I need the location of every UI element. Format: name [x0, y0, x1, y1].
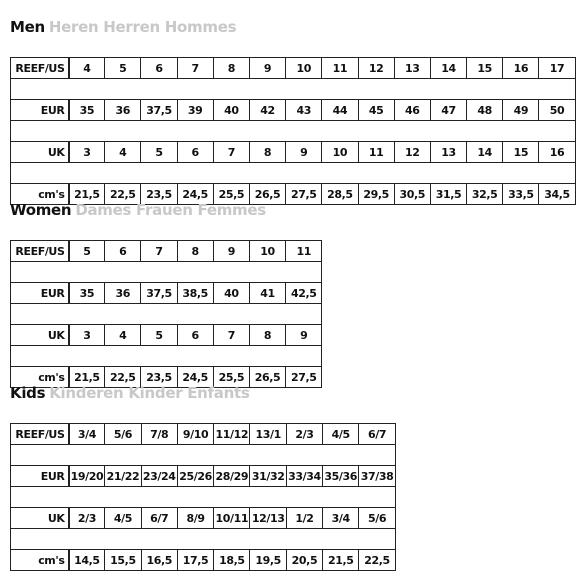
size-cell: 6 [177, 325, 213, 346]
size-cell: 36 [105, 100, 141, 121]
size-cell: 7 [213, 325, 249, 346]
table-row [11, 508, 396, 529]
size-cell: 6 [177, 142, 213, 163]
size-cell: 6 [105, 241, 141, 262]
size-cell: 9 [213, 241, 249, 262]
row-label: REEF/US [11, 241, 69, 262]
size-cell: 21,5 [323, 550, 359, 571]
size-cell: 6 [141, 58, 177, 79]
size-cell: 10 [286, 58, 322, 79]
size-cell: 40 [213, 100, 249, 121]
size-cell: 21,5 [69, 367, 105, 388]
size-cell: 42,5 [286, 283, 322, 304]
size-cell: 13 [430, 142, 466, 163]
women-section-heading [10, 201, 266, 219]
size-cell: 10 [322, 142, 358, 163]
size-cell: 43 [286, 100, 322, 121]
size-cell: 9 [249, 58, 285, 79]
men-heading-title: Men [10, 18, 45, 36]
size-cell: 47 [430, 100, 466, 121]
size-cell: 7 [141, 241, 177, 262]
size-cell: 22,5 [105, 184, 141, 205]
size-cell: 33,5 [503, 184, 539, 205]
size-cell: 19/20 [69, 466, 105, 487]
size-cell: 28/29 [214, 466, 250, 487]
size-cell: 13 [394, 58, 430, 79]
row-label: EUR [11, 100, 69, 121]
size-cell: 24,5 [177, 367, 213, 388]
size-cell: 10 [249, 241, 285, 262]
size-cell: 45 [358, 100, 394, 121]
size-cell: 15 [467, 58, 503, 79]
size-cell: 1/2 [286, 508, 322, 529]
size-cell: 8 [177, 241, 213, 262]
size-cell: 8/9 [177, 508, 213, 529]
size-cell: 5 [141, 142, 177, 163]
size-cell: 25/26 [177, 466, 213, 487]
row-spacer [11, 79, 576, 100]
size-cell: 4 [105, 142, 141, 163]
size-cell: 14 [467, 142, 503, 163]
size-cell: 30,5 [394, 184, 430, 205]
row-label: EUR [11, 283, 69, 304]
size-cell: 11 [358, 142, 394, 163]
size-cell: 31,5 [430, 184, 466, 205]
row-label: UK [11, 325, 69, 346]
size-cell: 4/5 [105, 508, 141, 529]
size-cell: 21/22 [105, 466, 141, 487]
size-cell: 5 [69, 241, 105, 262]
size-cell: 29,5 [358, 184, 394, 205]
size-cell: 7 [177, 58, 213, 79]
row-label: cm's [11, 550, 69, 571]
size-cell: 21,5 [69, 184, 105, 205]
size-cell: 17,5 [177, 550, 213, 571]
row-spacer [11, 304, 322, 325]
size-cell: 9 [286, 142, 322, 163]
size-cell: 9 [286, 325, 322, 346]
women-heading-title: Women [10, 201, 72, 219]
women-size-table [10, 240, 322, 388]
table-row [11, 325, 322, 346]
table-row [11, 283, 322, 304]
size-cell: 22,5 [359, 550, 395, 571]
size-cell: 4 [69, 58, 105, 79]
size-cell: 14,5 [69, 550, 105, 571]
size-cell: 12/13 [250, 508, 286, 529]
size-cell: 3/4 [69, 424, 105, 445]
size-cell: 10/11 [214, 508, 250, 529]
size-cell: 35 [69, 283, 105, 304]
size-cell: 27,5 [286, 367, 322, 388]
size-cell: 38,5 [177, 283, 213, 304]
size-cell: 5 [141, 325, 177, 346]
size-cell: 26,5 [249, 367, 285, 388]
size-cell: 48 [467, 100, 503, 121]
size-cell: 19,5 [250, 550, 286, 571]
size-cell: 26,5 [249, 184, 285, 205]
row-label: REEF/US [11, 58, 69, 79]
size-cell: 39 [177, 100, 213, 121]
size-cell: 25,5 [213, 367, 249, 388]
row-spacer [11, 346, 322, 367]
size-cell: 8 [249, 142, 285, 163]
size-cell: 4/5 [323, 424, 359, 445]
size-cell: 37,5 [141, 283, 177, 304]
row-spacer-cell [11, 304, 322, 325]
kids-size-table [10, 423, 396, 571]
row-spacer-cell [11, 487, 396, 508]
size-cell: 42 [249, 100, 285, 121]
size-cell: 7 [213, 142, 249, 163]
size-cell: 15,5 [105, 550, 141, 571]
size-cell: 28,5 [322, 184, 358, 205]
size-cell: 9/10 [177, 424, 213, 445]
size-cell: 13/1 [250, 424, 286, 445]
table-row [11, 550, 396, 571]
size-cell: 37/38 [359, 466, 395, 487]
row-label: REEF/US [11, 424, 69, 445]
table-row [11, 241, 322, 262]
size-cell: 14 [430, 58, 466, 79]
row-label: EUR [11, 466, 69, 487]
size-cell: 32,5 [467, 184, 503, 205]
size-cell: 24,5 [177, 184, 213, 205]
size-cell: 8 [249, 325, 285, 346]
row-spacer-cell [11, 346, 322, 367]
size-cell: 44 [322, 100, 358, 121]
table-row [11, 100, 576, 121]
size-cell: 23,5 [141, 367, 177, 388]
women-heading-translations: Dames Frauen Femmes [75, 201, 266, 219]
men-section-heading [10, 18, 236, 36]
size-cell: 40 [213, 283, 249, 304]
size-cell: 11 [322, 58, 358, 79]
size-cell: 20,5 [286, 550, 322, 571]
size-cell: 16 [503, 58, 539, 79]
size-cell: 16 [539, 142, 575, 163]
size-cell: 11/12 [214, 424, 250, 445]
size-cell: 6/7 [141, 508, 177, 529]
row-spacer-cell [11, 529, 396, 550]
size-cell: 46 [394, 100, 430, 121]
kids-heading-title: Kids [10, 384, 46, 402]
size-cell: 33/34 [286, 466, 322, 487]
size-cell: 12 [394, 142, 430, 163]
size-cell: 49 [503, 100, 539, 121]
size-cell: 3/4 [323, 508, 359, 529]
table-row [11, 58, 576, 79]
table-row [11, 424, 396, 445]
size-cell: 8 [213, 58, 249, 79]
size-cell: 17 [539, 58, 575, 79]
size-cell: 6/7 [359, 424, 395, 445]
size-cell: 36 [105, 283, 141, 304]
row-spacer [11, 445, 396, 466]
size-cell: 34,5 [539, 184, 575, 205]
size-cell: 23/24 [141, 466, 177, 487]
row-spacer [11, 529, 396, 550]
row-spacer [11, 487, 396, 508]
row-spacer-cell [11, 262, 322, 283]
size-cell: 5/6 [359, 508, 395, 529]
size-cell: 2/3 [69, 508, 105, 529]
size-cell: 41 [249, 283, 285, 304]
row-spacer [11, 163, 576, 184]
men-size-table [10, 57, 576, 205]
size-cell: 5 [105, 58, 141, 79]
size-cell: 12 [358, 58, 394, 79]
row-label: UK [11, 508, 69, 529]
kids-heading-translations: Kinderen Kinder Enfants [49, 384, 250, 402]
row-spacer [11, 121, 576, 142]
size-cell: 3 [69, 142, 105, 163]
row-label: cm's [11, 184, 69, 205]
size-cell: 31/32 [250, 466, 286, 487]
size-cell: 11 [286, 241, 322, 262]
row-label: UK [11, 142, 69, 163]
size-cell: 22,5 [105, 367, 141, 388]
row-label: cm's [11, 367, 69, 388]
size-cell: 37,5 [141, 100, 177, 121]
row-spacer [11, 262, 322, 283]
size-cell: 3 [69, 325, 105, 346]
table-row [11, 466, 396, 487]
kids-section-heading [10, 384, 250, 402]
size-cell: 5/6 [105, 424, 141, 445]
size-cell: 35 [69, 100, 105, 121]
size-cell: 50 [539, 100, 575, 121]
size-cell: 35/36 [323, 466, 359, 487]
size-cell: 27,5 [286, 184, 322, 205]
men-heading-translations: Heren Herren Hommes [48, 18, 237, 36]
size-cell: 4 [105, 325, 141, 346]
size-cell: 7/8 [141, 424, 177, 445]
size-cell: 2/3 [286, 424, 322, 445]
size-cell: 18,5 [214, 550, 250, 571]
row-spacer-cell [11, 163, 576, 184]
row-spacer-cell [11, 445, 396, 466]
size-cell: 23,5 [141, 184, 177, 205]
size-cell: 16,5 [141, 550, 177, 571]
size-cell: 25,5 [213, 184, 249, 205]
row-spacer-cell [11, 79, 576, 100]
row-spacer-cell [11, 121, 576, 142]
table-row [11, 142, 576, 163]
size-cell: 15 [503, 142, 539, 163]
